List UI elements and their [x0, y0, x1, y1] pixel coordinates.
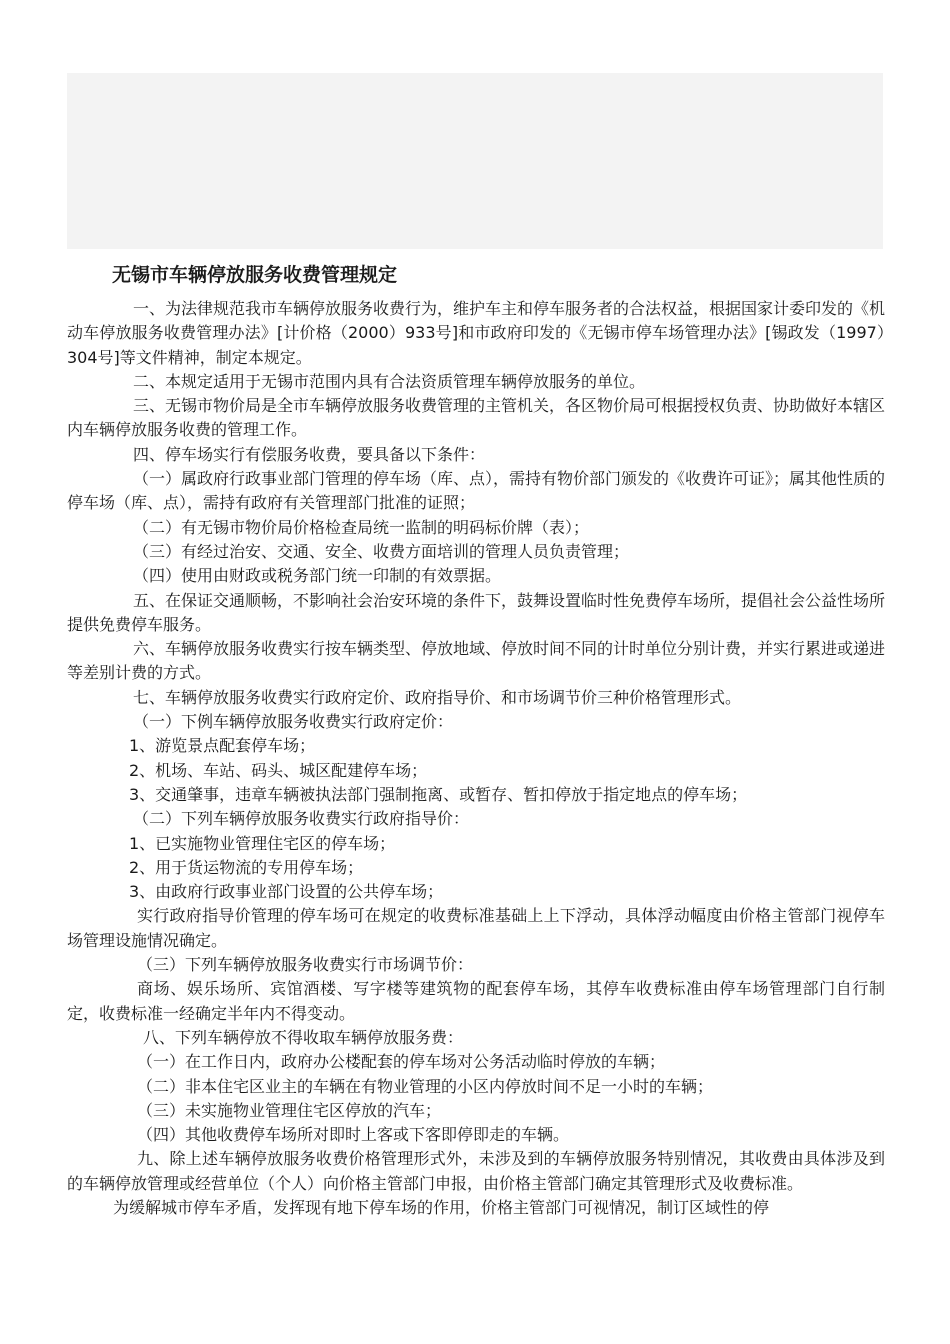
header-banner-placeholder — [67, 73, 883, 249]
paragraph: 3、交通肇事，违章车辆被执法部门强制拖离、或暂存、暂扣停放于指定地点的停车场； — [129, 784, 748, 804]
paragraph: 七、车辆停放服务收费实行政府定价、政府指导价、和市场调节价三种价格管理形式。 — [133, 687, 742, 707]
paragraph: （一）属政府行政事业部门管理的停车场（库、点），需持有物价部门颁发的《收费许可证》；属其他性质的停车场（库、点），需持有政府有关管理部门批准的证照； — [67, 469, 886, 513]
paragraph: （四）使用由财政或税务部门统一印制的有效票据。 — [133, 566, 502, 586]
paragraph: 1、已实施物业管理住宅区的停车场； — [129, 833, 396, 853]
paragraph: （三）未实施物业管理住宅区停放的汽车； — [137, 1100, 442, 1120]
paragraph: （二）下列车辆停放服务收费实行政府指导价： — [133, 809, 470, 829]
paragraph: （三）有经过治安、交通、安全、收费方面培训的管理人员负责管理； — [133, 541, 630, 561]
paragraph: 1、游览景点配套停车场； — [129, 736, 316, 756]
paragraph: （二）非本住宅区业主的车辆在有物业管理的小区内停放时间不足一小时的车辆； — [137, 1076, 714, 1096]
paragraph: 二、本规定适用于无锡市范围内具有合法资质管理车辆停放服务的单位。 — [133, 371, 646, 391]
paragraph: 四、停车场实行有偿服务收费，要具备以下条件： — [133, 444, 486, 464]
document-body — [67, 297, 885, 1220]
paragraph: （一）下例车辆停放服务收费实行政府定价： — [133, 712, 454, 732]
paragraph: 九、除上述车辆停放服务收费价格管理形式外，未涉及到的车辆停放服务特别情况，其收费由具体涉及到的车辆停放管理或经营单位（个人）向价格主管部门申报，由价格主管部门确定其管理形式及收费标准。 — [67, 1149, 885, 1193]
paragraph: 一、为法律规范我市车辆停放服务收费行为，维护车主和停车服务者的合法权益，根据国家计委印发的《机动车停放服务收费管理办法》[计价格（2000）933号]和市政府印发的《无锡市停车场管理办法》[锡政发（1997）304号]等文件精神，制定本规定。 — [67, 299, 886, 367]
paragraph: 3、由政府行政事业部门设置的公共停车场； — [129, 882, 444, 902]
paragraph: （四）其他收费停车场所对即时上客或下客即停即走的车辆。 — [137, 1125, 570, 1145]
paragraph: 商场、娱乐场所、宾馆酒楼、写字楼等建筑物的配套停车场，其停车收费标准由停车场管理部门自行制定，收费标准一经确定半年内不得变动。 — [67, 979, 885, 1023]
document-title: 无锡市车辆停放服务收费管理规定 — [112, 264, 398, 286]
paragraph: （二）有无锡市物价局价格检查局统一监制的明码标价牌（表）； — [133, 517, 590, 537]
paragraph: 2、机场、车站、码头、城区配建停车场； — [129, 760, 428, 780]
paragraph: （三）下列车辆停放服务收费实行市场调节价： — [137, 955, 474, 975]
paragraph: 五、在保证交通顺畅，不影响社会治安环境的条件下，鼓舞设置临时性免费停车场所，提倡社会公益性场所提供免费停车服务。 — [67, 590, 886, 634]
paragraph: 三、无锡市物价局是全市车辆停放服务收费管理的主管机关，各区物价局可根据授权负责、协助做好本辖区内车辆停放服务收费的管理工作。 — [67, 396, 886, 440]
paragraph: 六、车辆停放服务收费实行按车辆类型、停放地域、停放时间不同的计时单位分别计费，并实行累进或递进等差别计费的方式。 — [67, 639, 886, 683]
paragraph: 2、用于货运物流的专用停车场； — [129, 857, 364, 877]
paragraph: 八、下列车辆停放不得收取车辆停放服务费： — [143, 1027, 464, 1047]
paragraph: （一）在工作日内，政府办公楼配套的停车场对公务活动临时停放的车辆； — [137, 1052, 666, 1072]
paragraph: 实行政府指导价管理的停车场可在规定的收费标准基础上上下浮动，具体浮动幅度由价格主管部门视停车场管理设施情况确定。 — [67, 906, 885, 950]
paragraph: 为缓解城市停车矛盾，发挥现有地下停车场的作用，价格主管部门可视情况，制订区域性的停 — [113, 1197, 770, 1217]
